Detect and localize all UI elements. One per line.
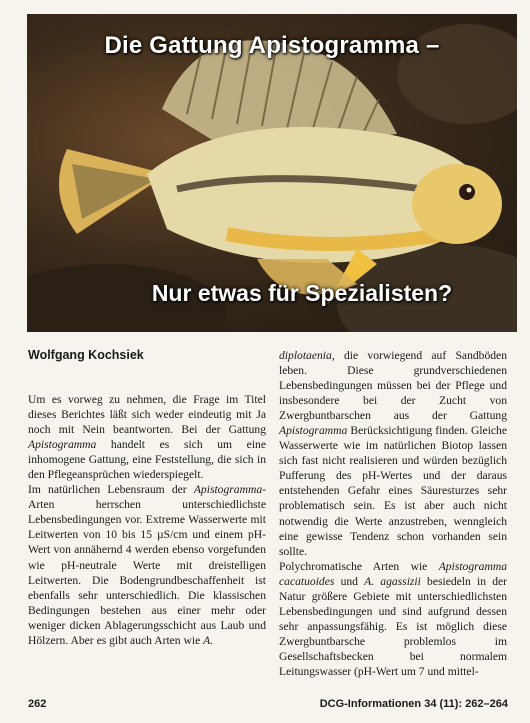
- hero-photo: [27, 14, 517, 332]
- journal-citation: DCG-Informationen 34 (11): 262–264: [319, 698, 508, 710]
- paragraph: Polychromatische Arten wie Apistogramma cacatuoides und A. agassizii besiedeln in der Natur größere Gebiete mit unterschiedlichsten Lebensbedingungen und sind aufgrund dessen sehr anpassungsfähig. Es ist möglich diese Zwergbuntbarsche problemlos im Gesellschaftsbecken bei normalem Leitungswasser (pH-Wert um 7 und mittel-: [279, 559, 507, 678]
- article-subtitle: Nur etwas für Spezialisten?: [151, 280, 453, 306]
- author-name: Wolfgang Kochsiek: [28, 348, 144, 362]
- paragraph: Um es vorweg zu nehmen, die Frage im Titel dieses Berichtes läßt sich weder eindeutig mit Ja noch mit Nein beantworten. Bei der Gattung Apistogramma handelt es sich um eine inhomogene Gattung, eine Feststellung, die sich in den Pflegeansprüchen wiederspiegelt.: [28, 393, 266, 482]
- page-number: 262: [28, 698, 47, 710]
- body-column-right: [279, 348, 507, 679]
- article-title: Die Gattung Apistogramma –: [104, 32, 440, 59]
- paragraph: Im natürlichen Lebensraum der Apistogramma-Arten herrschen unterschiedlichste Lebensbedingungen vor. Extreme Wasserwerte mit Leitwerten von 10 bis 15 µS/cm und einem pH-Wert von annähernd 4 werden ebenso vorgefunden wie pH-neutrale Werte mit dreistelligen Leitwerten. Die Bodengrundbeschaffenheit ist ebenfalls sehr unterschiedlich. Die klassischen Bedingungen bestehen aus einer mehr oder weniger dicken Ablagerungsschicht aus Laub und Hölzern. Aber es gibt auch Arten wie A.: [28, 483, 266, 647]
- paragraph: diplotaenia, die vorwiegend auf Sandböden leben. Diese grundverschiedenen Lebensbedingungen müssen bei der Pflege und insbesondere bei der Zucht von Zwergbuntbarschen aus der Gattung Apistogramma Berücksichtigung finden. Gleiche Wasserwerte wie im natürlichen Biotop lassen sich fast nicht realisieren und würden bezüglich Pufferung des pH-Wertes und der daraus entstehenden Gefahr eines Säuresturzes sehr problematisch sein. Es ist aber auch nicht notwendig die Werte anzustreben, wenngleich eine gewisse Tendenz schon vorhanden sein sollte.: [279, 349, 507, 558]
- body-column-left: [28, 392, 266, 648]
